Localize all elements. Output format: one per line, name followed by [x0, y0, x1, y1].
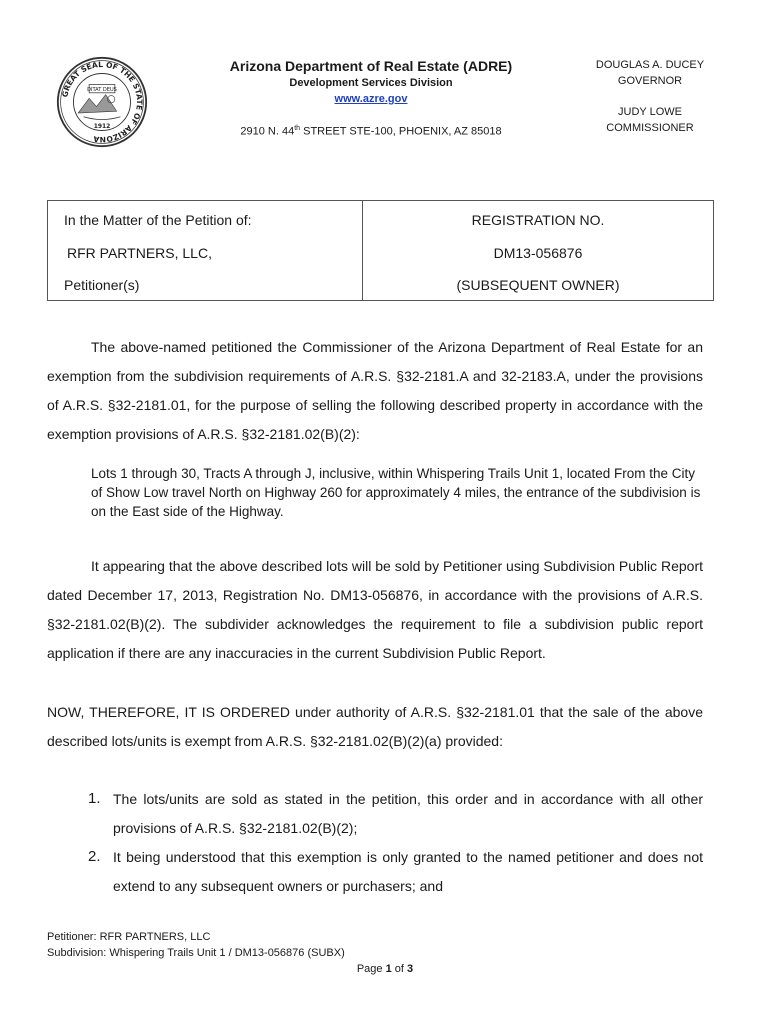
seal-year: 1912 — [93, 122, 111, 130]
appearing-paragraph: It appearing that the above described lots will be sold by Petitioner using Subdivision Public Report dated December 17, 2013, Registration No. DM13-056876, in accordance with the provisions of A.R.S. §32-2181.02(B)(2). The subdivider acknowledges the requirement to file a subdivision public report application if there are any inaccuracies in the current Subdivision Public Report. — [47, 558, 703, 661]
owner-type: (SUBSEQUENT OWNER) — [456, 277, 620, 293]
commissioner-name: JUDY LOWE — [618, 106, 682, 118]
order-item: The lots/units are sold as stated in the petition, this order and in accordance with all other provisions of A.R.S. §32-2181.02(B)(2); — [113, 791, 703, 836]
governor-name: DOUGLAS A. DUCEY — [595, 59, 705, 71]
commissioner-block — [580, 104, 720, 136]
agency-title: Arizona Department of Real Estate (ADRE) — [229, 58, 513, 74]
footer-petitioner: Petitioner: RFR PARTNERS, LLC — [47, 931, 211, 943]
page-word: Page — [356, 963, 386, 975]
order-item: It being understood that this exemption is only granted to the named petitioner and does not extend to any subsequent owners or purchasers; and — [113, 849, 703, 894]
address-superscript: th — [294, 125, 301, 132]
state-seal-logo — [56, 56, 148, 148]
petitioner-label: Petitioner(s) — [64, 277, 140, 293]
agency-address — [200, 125, 542, 138]
commissioner-title: COMMISSIONER — [606, 122, 694, 134]
property-description: Lots 1 through 30, Tracts A through J, inclusive, within Whispering Trails Unit 1, located From the City of Show Low travel North on Highway 260 for approximately 4 miles, the entrance of the subdivision is on the East side of the Highway. — [91, 466, 701, 519]
page-total: 3 — [407, 963, 414, 975]
registration-label: REGISTRATION NO. — [471, 212, 605, 228]
footer-subdivision: Subdivision: Whispering Trails Unit 1 / DM13-056876 (SUBX) — [47, 947, 345, 959]
governor-title: GOVERNOR — [617, 75, 683, 87]
case-caption-box — [47, 200, 714, 301]
address-part: STREET STE-100, PHOENIX, AZ 85018 — [300, 125, 502, 138]
page-of: of — [391, 963, 408, 975]
item-number: 1. — [88, 790, 101, 807]
matter-label: In the Matter of the Petition of: — [64, 212, 252, 228]
seal-motto: DITAT DEUS — [87, 86, 117, 93]
seal-outer-text: GREAT SEAL OF THE STATE OF ARIZONA — [60, 59, 144, 145]
petition-paragraph: The above-named petitioned the Commissioner of the Arizona Department of Real Estate for an exemption from the subdivision requirements of A.R.S. §32-2181.A and 32-2183.A, under the provisions of A.R.S. §32-2181.01, for the purpose of selling the following described property in accordance with the exemption provisions of A.R.S. §32-2181.02(B)(2): — [47, 339, 703, 442]
item-number: 2. — [88, 848, 101, 865]
order-paragraph: NOW, THEREFORE, IT IS ORDERED under authority of A.R.S. §32-2181.01 that the sale of the above described lots/units is exempt from A.R.S. §32-2181.02(B)(2)(a) provided: — [47, 704, 703, 749]
address-part: 2910 N. 44 — [240, 125, 295, 138]
page-indicator — [330, 963, 440, 975]
division-name: Development Services Division — [289, 77, 453, 89]
page-current: 1 — [385, 963, 392, 975]
agency-website-link[interactable]: www.azre.gov — [334, 93, 408, 105]
governor-block — [580, 57, 720, 89]
petitioner-name: RFR PARTNERS, LLC, — [67, 245, 212, 261]
registration-number: DM13-056876 — [493, 245, 583, 261]
